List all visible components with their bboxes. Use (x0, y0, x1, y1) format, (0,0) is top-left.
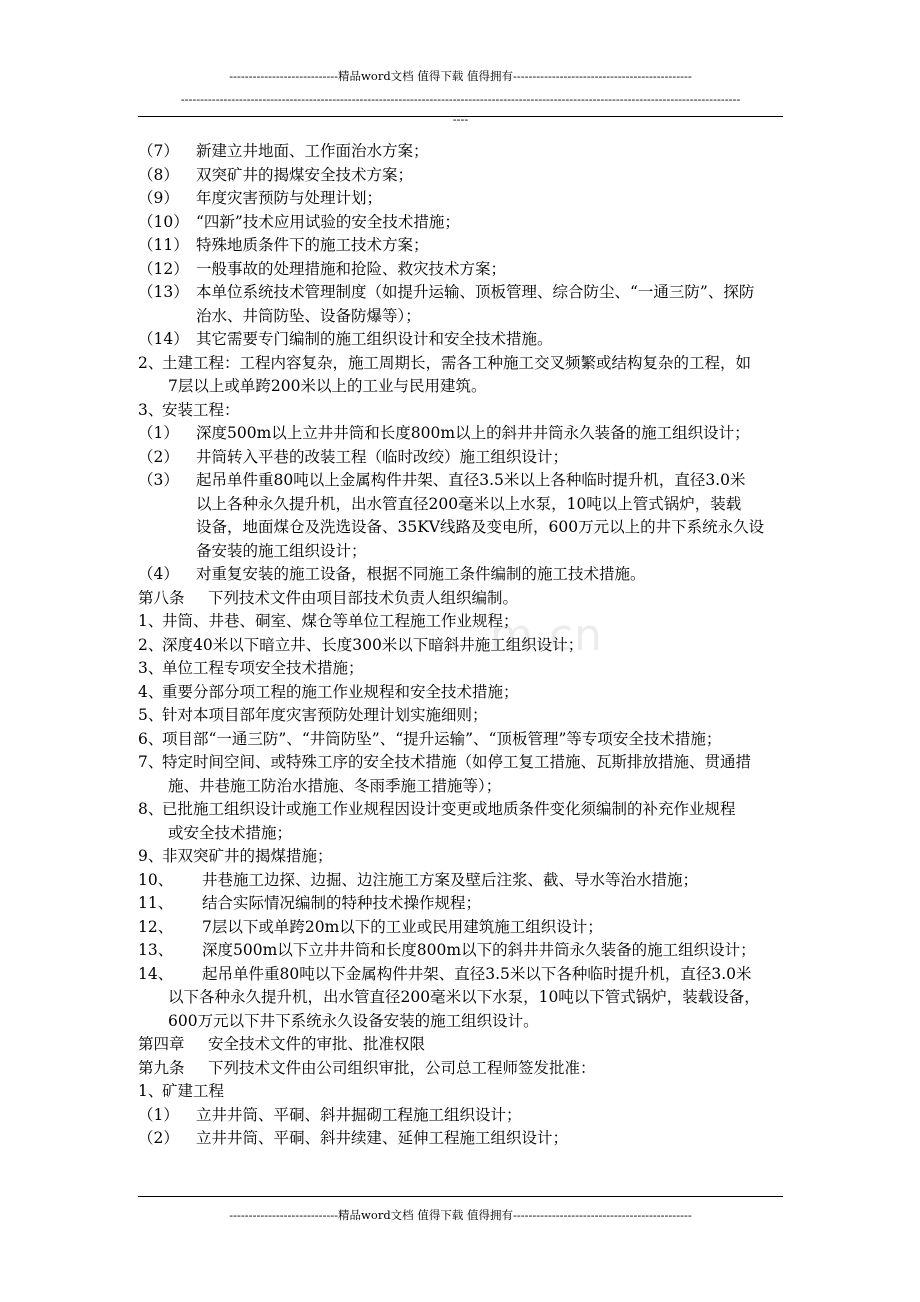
line-number: 1、 (138, 1082, 164, 1100)
document-line (138, 516, 788, 540)
line-text: 安装工程： (162, 400, 240, 419)
document-line (138, 775, 788, 799)
line-number: （12） (138, 259, 189, 278)
line-number: （9） (138, 189, 179, 207)
line-text: 其它需要专门编制的施工组织设计和安全技术措施。 (196, 330, 553, 348)
line-number: 12、 (138, 917, 174, 936)
line-text: 深度40米以下暗立井、长度300米以下暗斜井施工组织设计； (162, 635, 584, 654)
line-text: 以上各种永久提升机，出水管直径200毫米以上水泵，10吨以上管式锅炉，装载 (196, 494, 742, 513)
line-number: 第九条 (138, 1058, 185, 1077)
document-line (138, 681, 788, 705)
document-line (138, 751, 788, 775)
line-number: （3） (138, 471, 179, 489)
document-line (138, 728, 788, 752)
line-text: 下列技术文件由公司组织审批，公司总工程师签发批准： (208, 1058, 596, 1077)
line-number: 5、 (138, 706, 164, 724)
document-line (138, 963, 788, 987)
header-rule (138, 116, 783, 117)
line-text: 本单位系统技术管理制度（如提升运输、顶板管理、综合防尘、“一通三防”、探防 (196, 283, 755, 301)
line-text: 特定时间空间、或特殊工序的安全技术措施（如停工复工措施、瓦斯排放措施、贯通措 (162, 753, 752, 771)
line-number: （14） (138, 330, 189, 348)
line-text: 安全技术文件的审批、批准权限 (208, 1035, 426, 1053)
line-number: 7、 (138, 753, 164, 771)
line-text: 新建立井地面、工作面治水方案； (196, 142, 429, 160)
line-number: 1、 (138, 612, 164, 630)
document-line (138, 399, 788, 423)
line-text: 双突矿井的揭煤安全技术方案； (196, 165, 414, 184)
document-line (138, 281, 788, 305)
line-text: 矿建工程 (162, 1082, 225, 1100)
header-dash-line: ------------------------------------------------------------------------------------------------------------------------------------------------ (180, 92, 741, 106)
line-number: 第八条 (138, 588, 185, 607)
document-line (138, 352, 788, 376)
document-line (138, 798, 788, 822)
line-number: （7） (138, 142, 179, 160)
document-line (138, 1104, 788, 1128)
line-number: （13） (138, 283, 189, 301)
document-line (138, 187, 788, 211)
document-line (138, 1057, 788, 1081)
footer-banner: ----------------------------精品word文档 值得下载 值得拥有---------------------------------------------- (229, 1208, 692, 1222)
line-text: 土建工程：工程内容复杂，施工周期长，需各工种施工交叉频繁或结构复杂的工程，如 (162, 353, 752, 372)
document-line (138, 869, 788, 893)
line-text: 立井井筒、平硐、斜井掘砌工程施工组织设计； (196, 1105, 522, 1124)
line-text: 起吊单件重80吨以上金属构件井架、直径3.5米以上各种临时提升机，直径3.0米 (196, 471, 746, 489)
line-number: 14、 (138, 964, 174, 983)
document-line (138, 211, 788, 235)
line-text: 针对本项目部年度灾害预防处理计划实施细则； (162, 706, 488, 724)
document-line (138, 657, 788, 681)
line-text: 年度灾害预防与处理计划； (196, 189, 383, 207)
document-body (138, 140, 788, 1151)
document-line (138, 704, 788, 728)
document-line (138, 164, 788, 188)
document-line (138, 258, 788, 282)
document-line (138, 540, 788, 564)
footer-rule (138, 1196, 783, 1197)
document-line (138, 610, 788, 634)
document-line (138, 1010, 788, 1034)
line-number: 2、 (138, 353, 164, 372)
line-text: 已批施工组织设计或施工作业规程因设计变更或地质条件变化须编制的补充作业规程 (162, 800, 736, 818)
header-banner: ----------------------------精品word文档 值得下载 值得拥有---------------------------------------------- (229, 69, 692, 83)
page-footer (138, 1207, 783, 1223)
line-text: 以下各种永久提升机，出水管直径200毫米以下水泵，10吨以下管式锅炉，装载设备， (168, 988, 760, 1006)
page-header (138, 68, 783, 126)
line-text: 井巷施工边探、边掘、边注施工方案及壁后注浆、截、导水等治水措施； (202, 870, 699, 889)
line-number: 6、 (138, 729, 164, 748)
line-number: （8） (138, 165, 179, 184)
line-text: “四新”技术应用试验的安全技术措施； (196, 212, 460, 231)
document-line (138, 986, 788, 1010)
line-number: （2） (138, 1129, 179, 1147)
line-text: 7层以上或单跨200米以上的工业与民用建筑。 (168, 377, 487, 395)
document-line (138, 822, 788, 846)
line-number: 13、 (138, 941, 174, 959)
line-number: 3、 (138, 400, 164, 419)
line-number: 第四章 (138, 1035, 185, 1053)
document-line (138, 845, 788, 869)
document-line (138, 1080, 788, 1104)
document-line (138, 892, 788, 916)
line-text: 设备，地面煤仓及洗选设备、35KV线路及变电所，600万元以上的井下系统永久设 (196, 518, 765, 536)
line-text: 井筒转入平巷的改装工程（临时改绞）施工组织设计； (196, 447, 569, 466)
line-text: 非双突矿井的揭煤措施； (162, 847, 333, 865)
line-text: 重要分部分项工程的施工作业规程和安全技术措施； (162, 682, 519, 701)
document-line (138, 446, 788, 470)
document-line (138, 375, 788, 399)
line-text: 对重复安装的施工设备，根据不同施工条件编制的施工技术措施。 (196, 565, 646, 583)
line-number: 3、 (138, 659, 164, 677)
document-line (138, 1033, 788, 1057)
document-line (138, 305, 788, 329)
document-line (138, 939, 788, 963)
line-text: 单位工程专项安全技术措施； (162, 659, 364, 677)
watermark: m.cn (490, 610, 603, 661)
line-text: 立井井筒、平硐、斜井续建、延伸工程施工组织设计； (196, 1129, 569, 1147)
line-text: 深度500m以下立井井筒和长度800m以下的斜井井筒永久装备的施工组织设计； (202, 941, 756, 959)
line-number: 10、 (138, 870, 174, 889)
line-number: 2、 (138, 635, 164, 654)
line-text: 600万元以下井下系统永久设备安装的施工组织设计。 (168, 1011, 539, 1030)
document-line (138, 140, 788, 164)
line-number: （11） (138, 236, 189, 254)
line-text: 7层以下或单跨20m以下的工业或民用建筑施工组织设计； (202, 917, 603, 936)
header-dash-tail: ---- (452, 112, 469, 126)
document-line (138, 469, 788, 493)
line-number: 4、 (138, 682, 164, 701)
line-text: 施、井巷施工防治水措施、冬雨季施工措施等）； (168, 776, 502, 795)
document-line (138, 634, 788, 658)
line-number: 8、 (138, 800, 164, 818)
line-text: 一般事故的处理措施和抢险、救灾技术方案； (196, 259, 507, 278)
line-text: 起吊单件重80吨以下金属构件井架、直径3.5米以下各种临时提升机，直径3.0米 (202, 964, 752, 983)
document-line (138, 916, 788, 940)
line-number: （10） (138, 212, 189, 231)
line-number: （2） (138, 447, 179, 466)
line-text: 井筒、井巷、硐室、煤仓等单位工程施工作业规程； (162, 612, 519, 630)
line-text: 项目部“一通三防”、“井筒防坠”、“提升运输”、“顶板管理”等专项安全技术措施； (162, 729, 722, 748)
document-line (138, 587, 788, 611)
document-line (138, 493, 788, 517)
line-text: 下列技术文件由项目部技术负责人组织编制。 (208, 588, 519, 607)
line-text: 深度500m以上立井井筒和长度800m以上的斜井井筒永久装备的施工组织设计； (196, 424, 750, 442)
document-line (138, 328, 788, 352)
document-line (138, 234, 788, 258)
line-text: 治水、井筒防坠、设备防爆等）； (196, 306, 421, 325)
line-text: 或安全技术措施； (168, 823, 293, 842)
line-text: 特殊地质条件下的施工技术方案； (196, 236, 429, 254)
line-text: 备安装的施工组织设计； (196, 541, 367, 560)
line-number: （4） (138, 565, 179, 583)
line-text: 结合实际情况编制的特种技术操作规程； (202, 894, 482, 912)
document-line (138, 563, 788, 587)
line-number: 11、 (138, 894, 174, 912)
line-number: （1） (138, 424, 179, 442)
document-line (138, 1127, 788, 1151)
line-number: （1） (138, 1105, 179, 1124)
line-number: 9、 (138, 847, 164, 865)
document-line (138, 422, 788, 446)
